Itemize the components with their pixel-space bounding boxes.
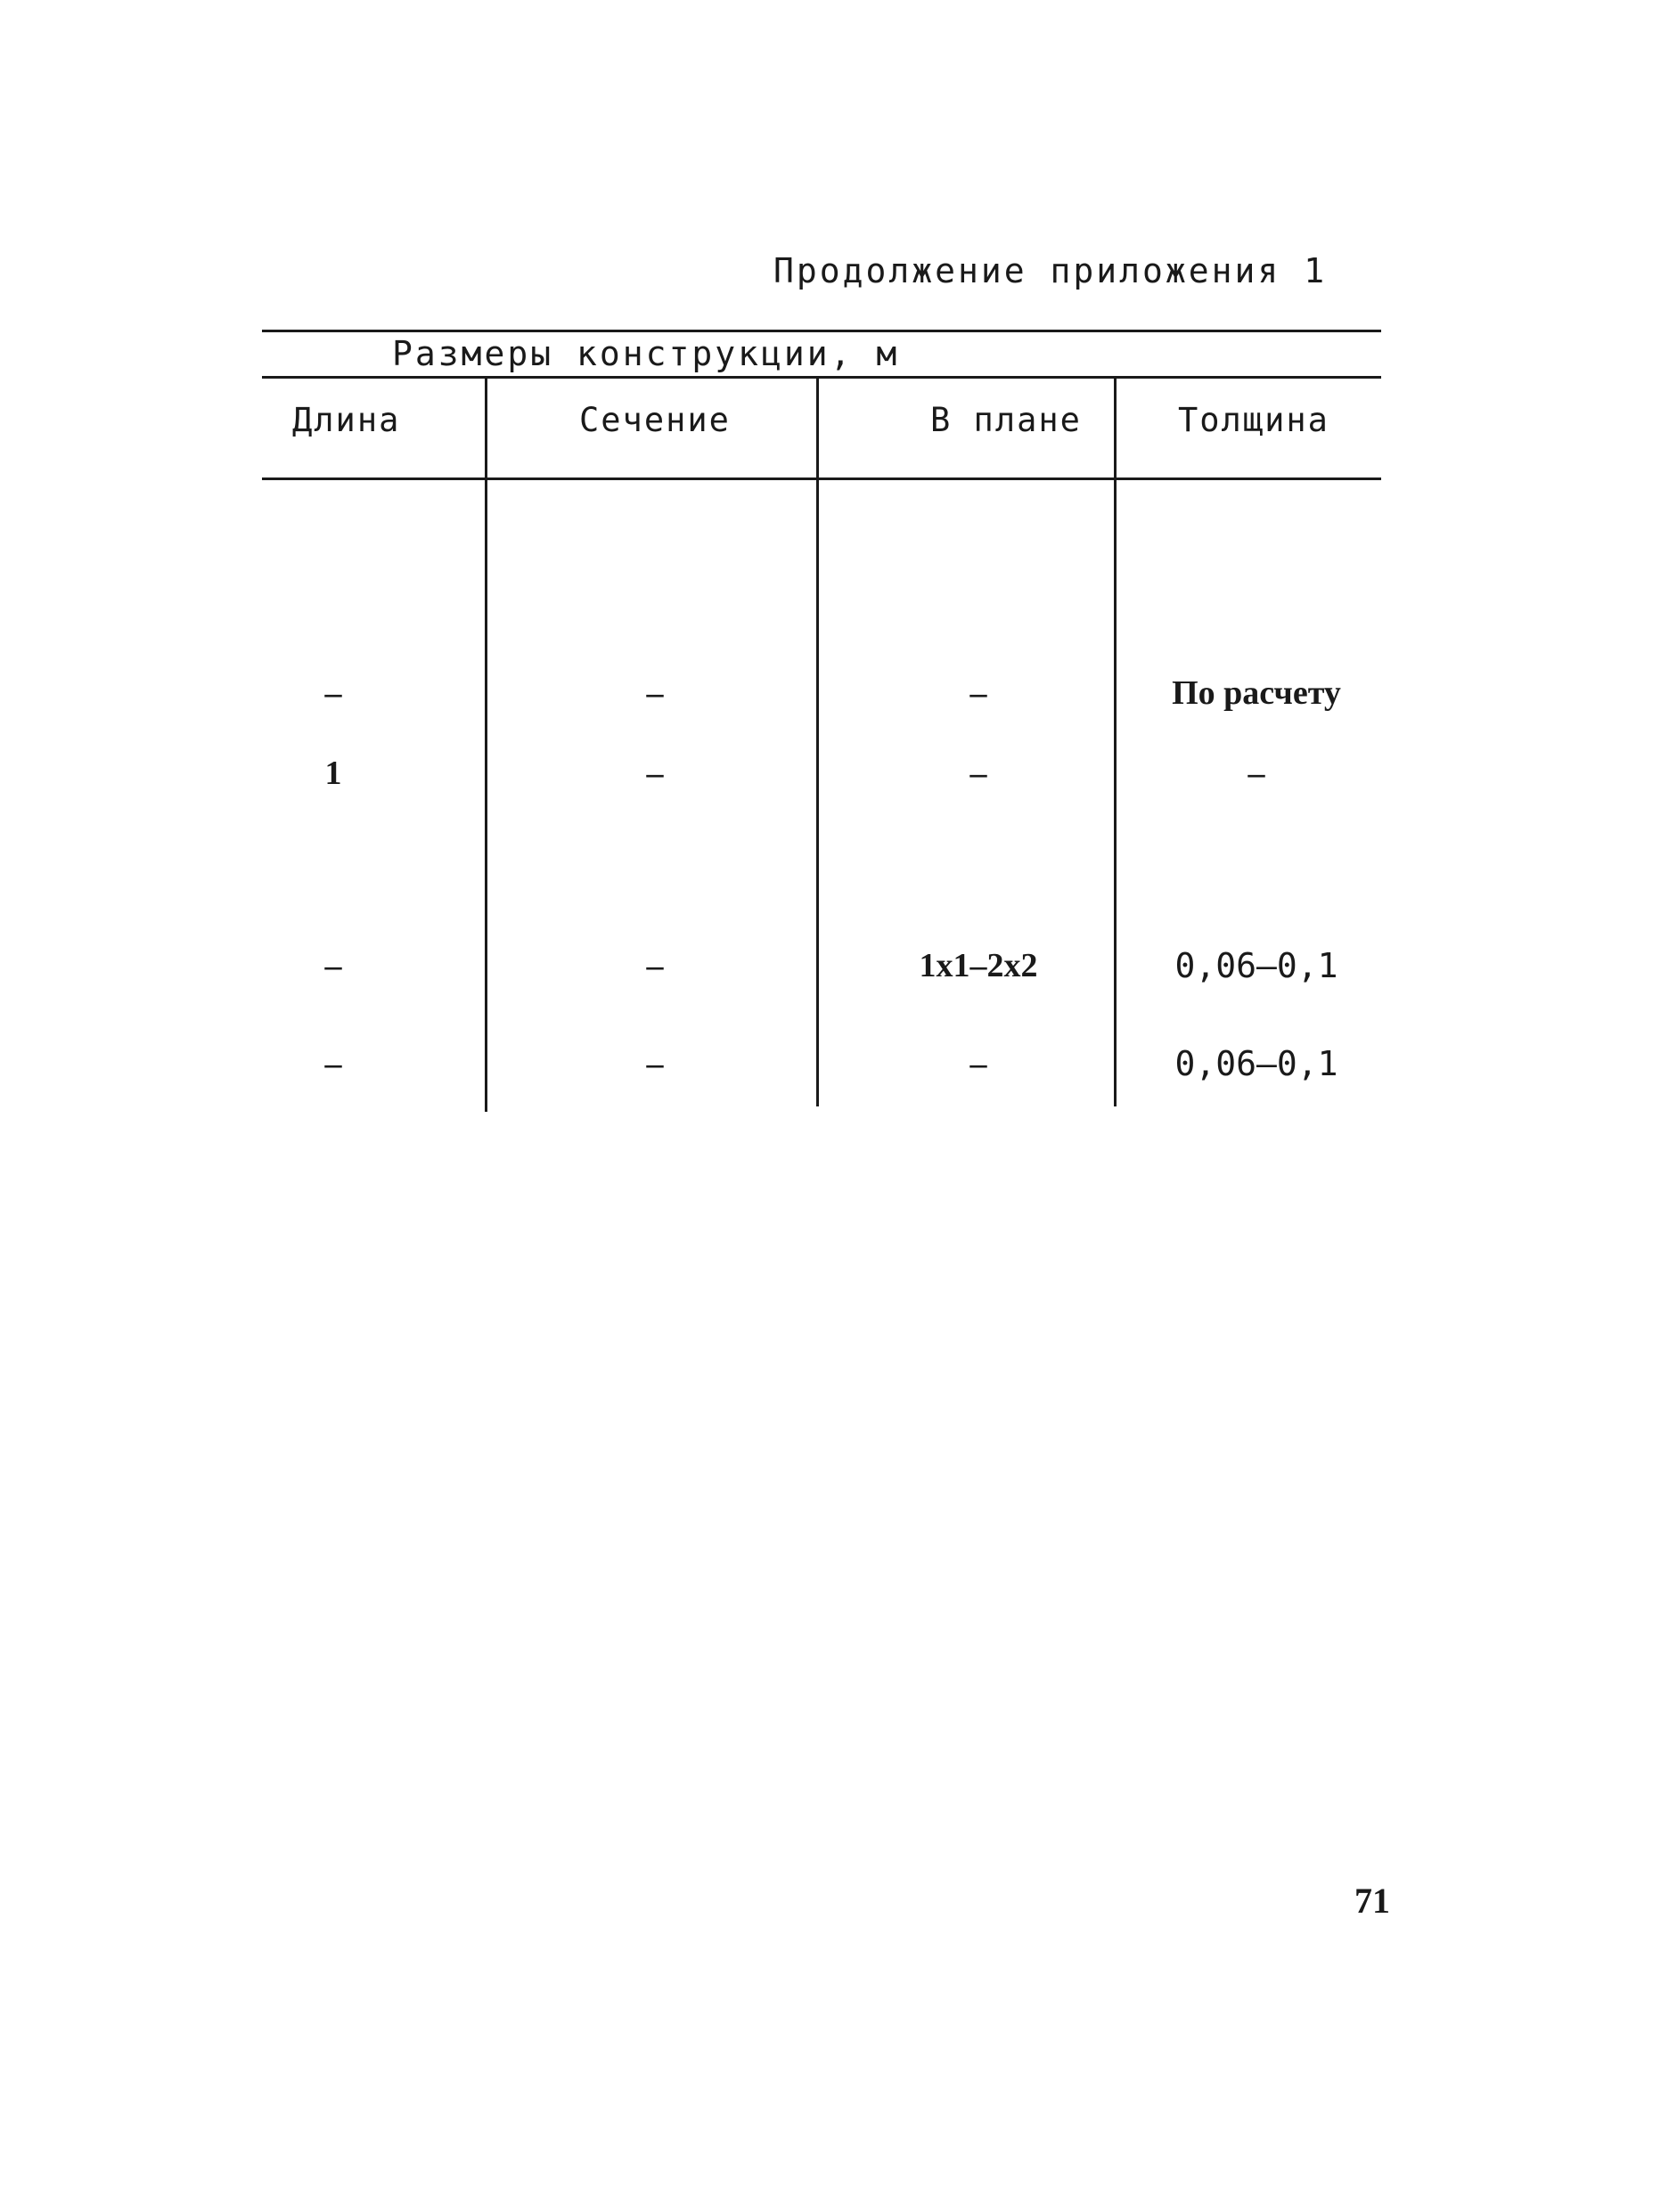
column-header-plan: В плане (930, 401, 1082, 439)
column-divider-2 (816, 376, 819, 1106)
table-cell: По расчету (1172, 674, 1341, 712)
page-number: 71 (1354, 1881, 1390, 1921)
table-cell: – (646, 1045, 664, 1082)
continuation-note: Продолжение приложения 1 (773, 251, 1328, 290)
table-cell: – (1248, 755, 1265, 792)
table-cell: – (646, 947, 664, 984)
table-cell: – (969, 755, 987, 792)
table-cell: 0,06–0,1 (1174, 946, 1338, 985)
table-cell: – (324, 1045, 342, 1082)
table-group-rule (262, 376, 1381, 379)
table-cell: 1 (324, 755, 342, 792)
table-cell: – (324, 674, 342, 712)
column-header-length: Длина (292, 401, 401, 439)
column-header-thickness: Толщина (1178, 401, 1329, 439)
table-cell: – (969, 1045, 987, 1082)
table-top-rule (262, 330, 1381, 332)
table-cell: – (646, 755, 664, 792)
table-header-rule (262, 477, 1381, 480)
column-divider-1 (485, 376, 487, 1112)
table-cell: 1x1–2x2 (919, 947, 1038, 984)
group-title: Размеры конструкции, м (392, 334, 900, 373)
column-header-section: Сечение (579, 401, 731, 439)
column-divider-3 (1114, 376, 1117, 1106)
table-cell: – (969, 674, 987, 712)
table-cell: – (646, 674, 664, 712)
table-cell: 0,06–0,1 (1174, 1044, 1338, 1083)
table-cell: – (324, 947, 342, 984)
